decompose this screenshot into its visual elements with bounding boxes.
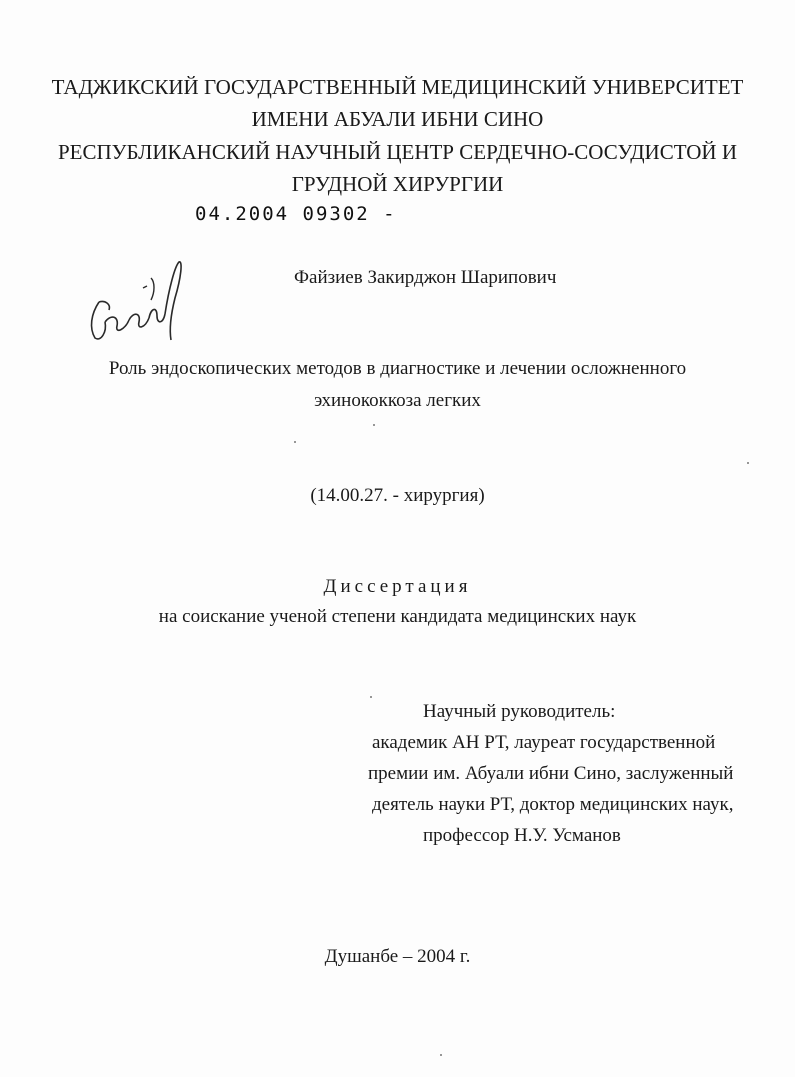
scan-speck — [373, 424, 375, 426]
scan-speck — [747, 462, 749, 464]
research-center-name-continued: ГРУДНОЙ ХИРУРГИИ — [291, 172, 504, 196]
supervisor-details: премии им. Абуали ибни Сино, заслуженный — [368, 763, 734, 784]
scan-speck — [370, 696, 372, 698]
author-signature — [85, 258, 195, 348]
dissertation-title: Роль эндоскопических методов в диагностике и лечении осложненного — [108, 358, 687, 379]
scan-speck — [440, 1054, 442, 1056]
registration-number: 04.2004 09302 - — [195, 203, 397, 225]
dissertation-title-continued: эхинококкоза легких — [314, 390, 481, 411]
scan-speck — [294, 441, 296, 443]
research-center-name: РЕСПУБЛИКАНСКИЙ НАУЧНЫЙ ЦЕНТР СЕРДЕЧНО-СОСУДИСТОЙ И — [58, 140, 737, 164]
degree-statement: на соискание ученой степени кандидата медицинских наук — [158, 606, 637, 627]
university-name-continued: ИМЕНИ АБУАЛИ ИБНИ СИНО — [251, 107, 544, 131]
supervisor-name: профессор Н.У. Усманов — [423, 825, 621, 846]
place-and-year: Душанбе – 2004 г. — [324, 946, 471, 967]
supervisor-label: Научный руководитель: — [423, 701, 616, 722]
supervisor-details: деятель науки РТ, доктор медицинских наук, — [372, 794, 734, 815]
university-name: ТАДЖИКСКИЙ ГОСУДАРСТВЕННЫЙ МЕДИЦИНСКИЙ УНИВЕРСИТЕТ — [51, 75, 744, 99]
document-type: Диссертация — [323, 576, 472, 597]
specialty-code: (14.00.27. - хирургия) — [310, 485, 485, 506]
author-name: Файзиев Закирджон Шарипович — [294, 267, 557, 288]
supervisor-details: академик АН РТ, лауреат государственной — [372, 732, 716, 753]
